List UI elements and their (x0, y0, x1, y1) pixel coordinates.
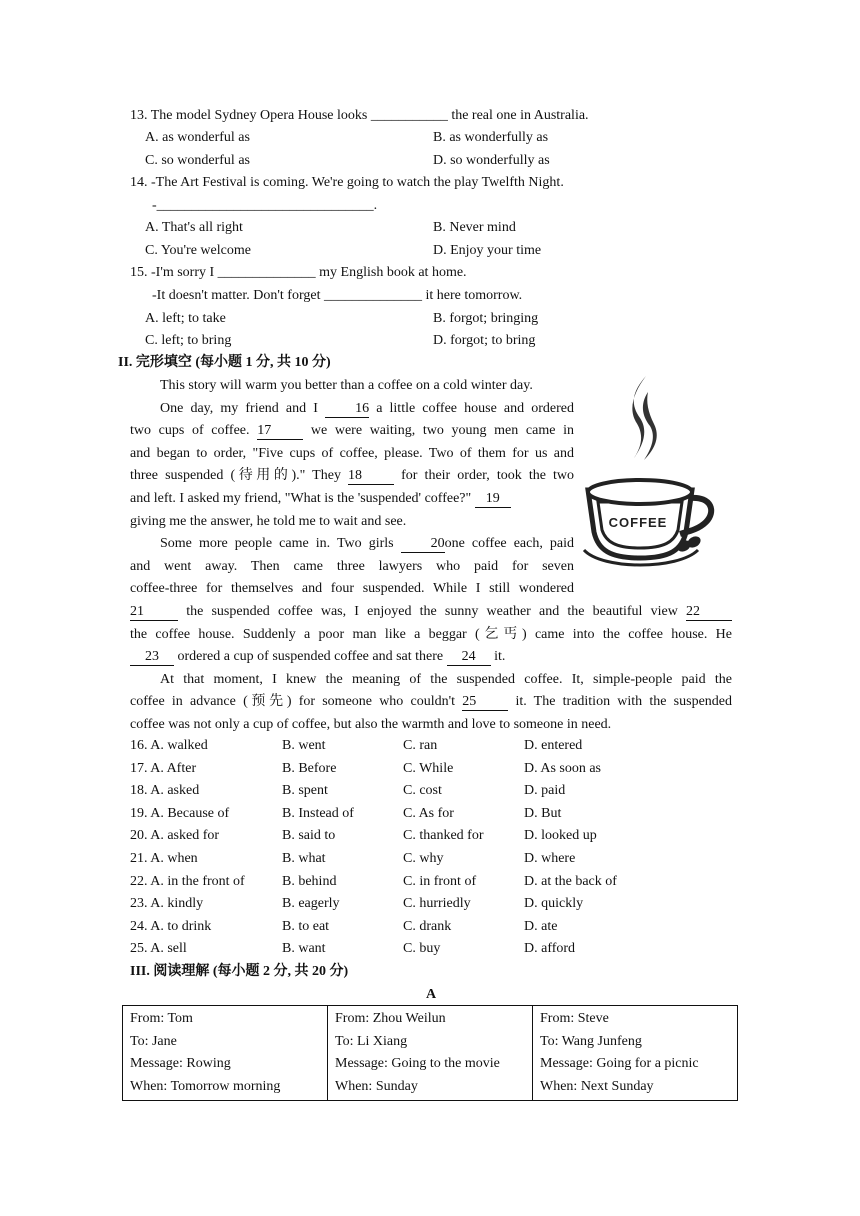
paragraph-3-line-1: Some more people came in. Two girls 20one coffee each, paid (160, 536, 575, 552)
when-label: When: Sunday (335, 1078, 418, 1094)
cloze-option: C. thanked for (403, 828, 484, 844)
cloze-option: B. Instead of (282, 805, 354, 821)
paragraph-3-line-3: coffee-three for themselves and four suspended. While I still wondered (130, 581, 574, 597)
q13-option-d: D. so wonderfully as (433, 153, 550, 168)
cloze-option: B. spent (282, 783, 328, 799)
coffee-cup-image (582, 372, 722, 572)
paragraph-3-line-5: the coffee house. Suddenly a poor man like a beggar (乞丐) came into the coffee house. He (130, 626, 732, 642)
when-label: When: Tomorrow morning (130, 1078, 281, 1094)
cloze-option: B. want (282, 941, 326, 957)
cloze-option: C. drank (403, 918, 452, 934)
blank-18: 18 (348, 468, 394, 485)
cloze-option: 23. A. kindly (130, 896, 204, 912)
question-15-reply: -It doesn't matter. Don't forget ______________ it here tomorrow. (152, 288, 523, 303)
cloze-option: C. cost (403, 783, 442, 799)
coffee-label: COFFEE (608, 515, 668, 530)
blank-24: 24 (447, 649, 491, 666)
q13-option-c: C. so wonderful as (145, 153, 250, 168)
paragraph-2-line-4: three suspended (待用的)." They 18 for their order, took the two (130, 468, 575, 484)
to-label: To: Wang Junfeng (540, 1033, 642, 1049)
cloze-option: B. Before (282, 760, 337, 776)
cloze-option: D. As soon as (524, 760, 602, 776)
cloze-option: C. As for (403, 805, 454, 821)
paragraph-4-line-1: At that moment, I knew the meaning of the suspended coffee. It, simple-people paid the (160, 671, 732, 687)
message-label: Message: Going for a picnic (540, 1056, 699, 1071)
passage-a-label: A (426, 987, 437, 1002)
cloze-option: D. ate (524, 918, 558, 934)
paragraph-2-line-1: One day, my friend and I 16 a little coffee house and ordered (160, 400, 575, 416)
message-table (122, 1005, 738, 1101)
to-label: To: Li Xiang (335, 1033, 408, 1049)
q15-option-c: C. left; to bring (145, 333, 232, 348)
coffee-cup-icon (582, 372, 722, 572)
paragraph-2-line-3: and began to order, "Five cups of coffee, please. Two of them for us and (130, 445, 574, 461)
blank-22: 22 (686, 604, 732, 621)
cloze-option: D. looked up (524, 828, 597, 844)
cloze-option: 18. A. asked (130, 783, 200, 799)
blank-19: 19 (475, 491, 511, 508)
paragraph-3-line-4: 21 the suspended coffee was, I enjoyed the sunny weather and the beautiful view 22 (130, 601, 732, 624)
cloze-option: 17. A. After (130, 760, 197, 776)
table-row (123, 1006, 738, 1101)
paragraph-2-line-6: giving me the answer, he told me to wait and see. (130, 513, 407, 529)
paragraph-4-line-2: coffee in advance (预先) for someone who couldn't 25 it. The tradition with the suspended (130, 694, 732, 710)
from-label: From: Zhou Weilun (335, 1011, 446, 1026)
blank-20: 20 (401, 536, 445, 553)
q15-option-b: B. forgot; bringing (433, 311, 539, 326)
cloze-option: C. While (403, 760, 454, 776)
table-cell-steve (533, 1006, 738, 1101)
paragraph-4-line-3: coffee was not only a cup of coffee, but also the warmth and love to someone in need. (130, 716, 612, 732)
cloze-option: C. why (403, 851, 444, 866)
q14-option-c: C. You're welcome (145, 243, 251, 258)
blank-17: 17 (257, 423, 303, 440)
paragraph-3-line-6: 23 ordered a cup of suspended coffee and sat there 24 it. (130, 646, 732, 669)
cloze-option: B. what (282, 851, 326, 866)
cloze-option: B. went (282, 738, 326, 753)
cloze-option: D. where (524, 851, 576, 866)
question-14-reply: -_______________________________. (152, 198, 378, 213)
paragraph-2-line-5: and left. I asked my friend, "What is the 'suspended' coffee?" 19 (130, 488, 574, 511)
q13-option-a: A. as wonderful as (145, 130, 250, 145)
blank-23: 23 (130, 649, 174, 666)
q15-option-d: D. forgot; to bring (433, 333, 536, 348)
cloze-option: D. at the back of (524, 873, 617, 889)
q14-option-d: D. Enjoy your time (433, 243, 542, 258)
cloze-option: C. in front of (403, 873, 477, 889)
cloze-option: D. But (524, 805, 562, 821)
paragraph-2-line-2: two cups of coffee. 17 we were waiting, two young men came in (130, 423, 575, 439)
cloze-option: B. behind (282, 873, 337, 889)
cloze-option: D. paid (524, 783, 566, 799)
when-label: When: Next Sunday (540, 1078, 654, 1094)
paragraph-1: This story will warm you better than a coffee on a cold winter day. (160, 378, 533, 393)
blank-21: 21 (130, 604, 178, 621)
cloze-option: C. buy (403, 941, 441, 957)
section-2-heading: II. 完形填空 (每小题 1 分, 共 10 分) (118, 355, 331, 370)
message-label: Message: Going to the movie (335, 1056, 500, 1071)
question-14-stem: 14. -The Art Festival is coming. We're going to watch the play Twelfth Night. (130, 175, 564, 190)
message-label: Message: Rowing (130, 1056, 231, 1071)
from-label: From: Steve (540, 1011, 609, 1026)
cloze-option: 21. A. when (130, 851, 198, 866)
cloze-option: D. entered (524, 738, 583, 753)
table-cell-tom (123, 1006, 328, 1101)
cloze-option: B. to eat (282, 918, 330, 934)
blank-25: 25 (462, 694, 508, 711)
cloze-option: 20. A. asked for (130, 828, 220, 844)
cloze-option: C. ran (403, 738, 438, 753)
q15-option-a: A. left; to take (145, 311, 226, 326)
blank-16: 16 (325, 401, 369, 418)
cloze-option: 22. A. in the front of (130, 873, 245, 889)
from-label: From: Tom (130, 1011, 193, 1026)
cloze-option: 24. A. to drink (130, 918, 212, 934)
paragraph-3-line-2: and went away. Then came three lawyers who paid for seven (130, 558, 574, 574)
cloze-option: C. hurriedly (403, 896, 471, 912)
cloze-option: 19. A. Because of (130, 805, 230, 821)
to-label: To: Jane (130, 1033, 177, 1049)
q14-option-b: B. Never mind (433, 220, 516, 235)
cloze-option: D. quickly (524, 896, 584, 912)
cloze-option: D. afford (524, 941, 576, 957)
section-3-heading: III. 阅读理解 (每小题 2 分, 共 20 分) (130, 964, 349, 979)
cloze-option: B. eagerly (282, 896, 340, 912)
q14-option-a: A. That's all right (145, 220, 243, 235)
q13-option-b: B. as wonderfully as (433, 130, 549, 145)
question-13-stem: 13. The model Sydney Opera House looks ___________ the real one in Australia. (130, 108, 589, 123)
question-15-stem: 15. -I'm sorry I ______________ my English book at home. (130, 265, 467, 280)
table-cell-zhou-weilun (328, 1006, 533, 1101)
cloze-option: 16. A. walked (130, 738, 208, 753)
cloze-option: B. said to (282, 828, 336, 844)
cloze-passage-wide (130, 601, 732, 737)
cloze-passage-narrow (130, 375, 574, 601)
cloze-option: 25. A. sell (130, 941, 187, 957)
